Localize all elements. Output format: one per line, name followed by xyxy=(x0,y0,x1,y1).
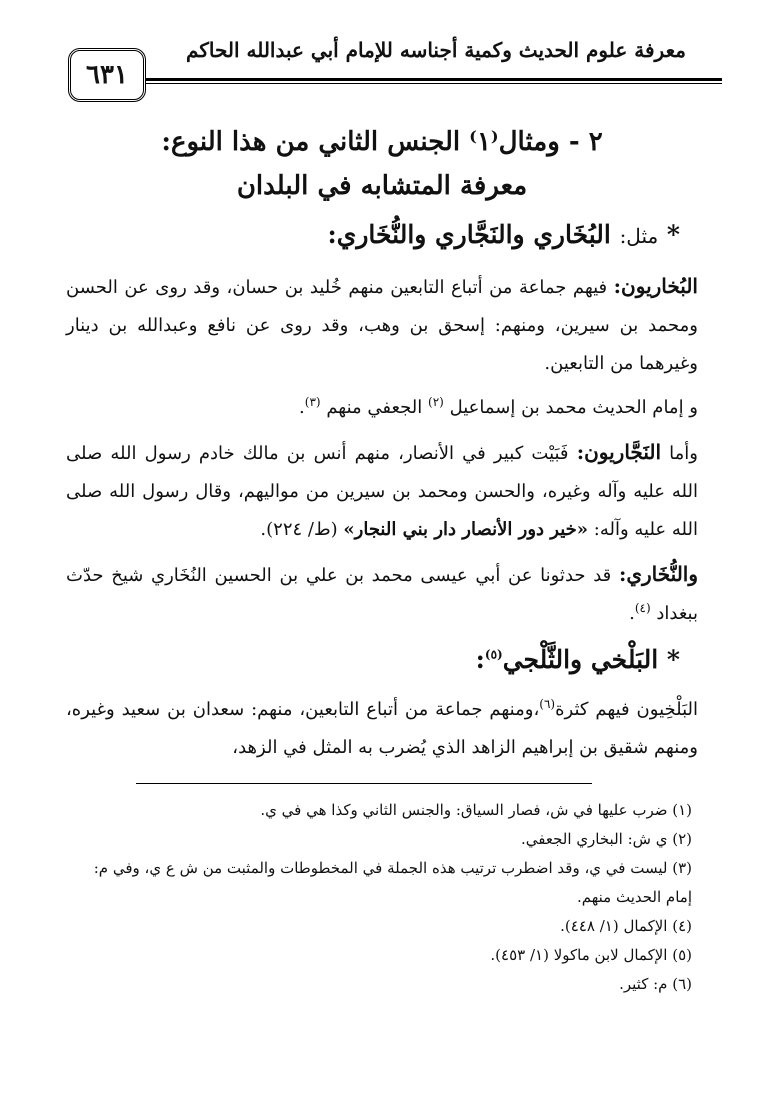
term-nukhari: والنُّخَاري: xyxy=(618,562,698,586)
paragraph-text: فَبَيْت كبير في الأنصار، منهم أنس بن مالك خادم رسول الله صلى الله عليه وآله وغيره، والحسن ومحمد بن سيرين من مواليهم، وقال رسول الله صلى الله عليه وآله: xyxy=(66,443,698,540)
footnote-3: (٣) ليست في ي، وقد اضطرب ترتيب هذه الجملة في المخطوطات والمثبت من ش ع ي، وفي م: إمام الحديث منهم. xyxy=(93,859,692,906)
page-number: ٦٣١ xyxy=(68,48,146,102)
paragraph-text: . xyxy=(629,603,635,624)
paragraph-najjariyun xyxy=(66,433,698,549)
paragraph-text: . xyxy=(299,397,305,418)
footnote-2: (٢) ي ش: البخاري الجعفي. xyxy=(521,830,692,848)
item-heading-bukhari xyxy=(66,210,680,261)
paragraph-text: فيهم جماعة من أتباع التابعين منهم خُليد بن حسان، وقد روى عن الحسن ومحمد بن سيرين، ومنهم: إسحق بن وهب، وقد روى عن نافع وعبدالله بن دينار وغيرهما من التابعين. xyxy=(66,277,698,374)
footnote-ref: (٢) xyxy=(428,395,444,409)
running-header-title: معرفة علوم الحديث وكمية أجناسه للإمام أبي عبدالله الحاكم xyxy=(186,38,686,62)
footnote-ref: (٦) xyxy=(539,697,556,711)
term-najjariyun: النَجَّاريون: xyxy=(576,440,662,464)
source-reference: (ط/ ٢٢٤). xyxy=(260,519,338,540)
paragraph-bukhariyun xyxy=(66,267,698,383)
item-heading-balkhi xyxy=(66,635,680,685)
item-title: البُخَاري والنَجَّاري والنُّخَاري: xyxy=(327,220,611,249)
item-title: البَلْخي والثَّلْجي xyxy=(502,645,659,674)
main-text xyxy=(66,120,698,767)
footnote-1: (١) ضرب عليها في ش، فصار السياق: والجنس الثاني وكذا هي في ي. xyxy=(260,801,692,819)
section-subheading: معرفة المتشابه في البلدان xyxy=(236,171,528,201)
asterisk-bullet: * xyxy=(666,645,680,674)
footnote-5: (٥) الإكمال لابن ماكولا (١/ ٤٥٣). xyxy=(490,946,692,964)
footnote-ref: (٤) xyxy=(634,601,651,615)
footnote-6: (٦) م: كثير. xyxy=(619,975,692,993)
footnotes xyxy=(74,796,692,999)
term-bukhariyun: البُخاريون: xyxy=(613,274,698,298)
header-rule xyxy=(138,78,722,84)
footnote-4: (٤) الإكمال (١/ ٤٤٨). xyxy=(560,917,692,935)
paragraph-text: البَلْخِيون فيهم كثرة xyxy=(555,699,698,720)
paragraph-balkhiyun xyxy=(66,691,698,767)
paragraph-text: الجعفي منهم xyxy=(326,397,423,418)
paragraph-text: و إمام الحديث محمد بن إسماعيل xyxy=(449,397,698,418)
section-heading: ٢ - ومثال⁽١⁾ الجنس الثاني من هذا النوع: xyxy=(161,127,603,157)
hadith-quote: «خير دور الأنصار دار بني النجار» xyxy=(343,519,589,540)
footnote-ref: (٥) xyxy=(484,647,503,662)
footnote-separator xyxy=(136,783,592,784)
item-lead: مثل: xyxy=(619,224,659,248)
paragraph-text: قد حدثونا عن أبي عيسى محمد بن علي بن الحسين النُخَاري شيخ حدّث ببغداد xyxy=(66,565,698,624)
asterisk-bullet: * xyxy=(666,220,680,249)
paragraph-text: وأما xyxy=(669,443,698,464)
footnote-ref: (٣) xyxy=(304,395,321,409)
paragraph-text: ،ومنهم جماعة من أتباع التابعين، منهم: سعدان بن سعيد وغيره، ومنهم شقيق بن إبراهيم الزاهد الذي يُضرب به المثل في الزهد، xyxy=(66,699,698,758)
item-colon: : xyxy=(475,645,485,674)
paragraph-imam xyxy=(66,389,698,427)
paragraph-nukhari xyxy=(66,555,698,633)
